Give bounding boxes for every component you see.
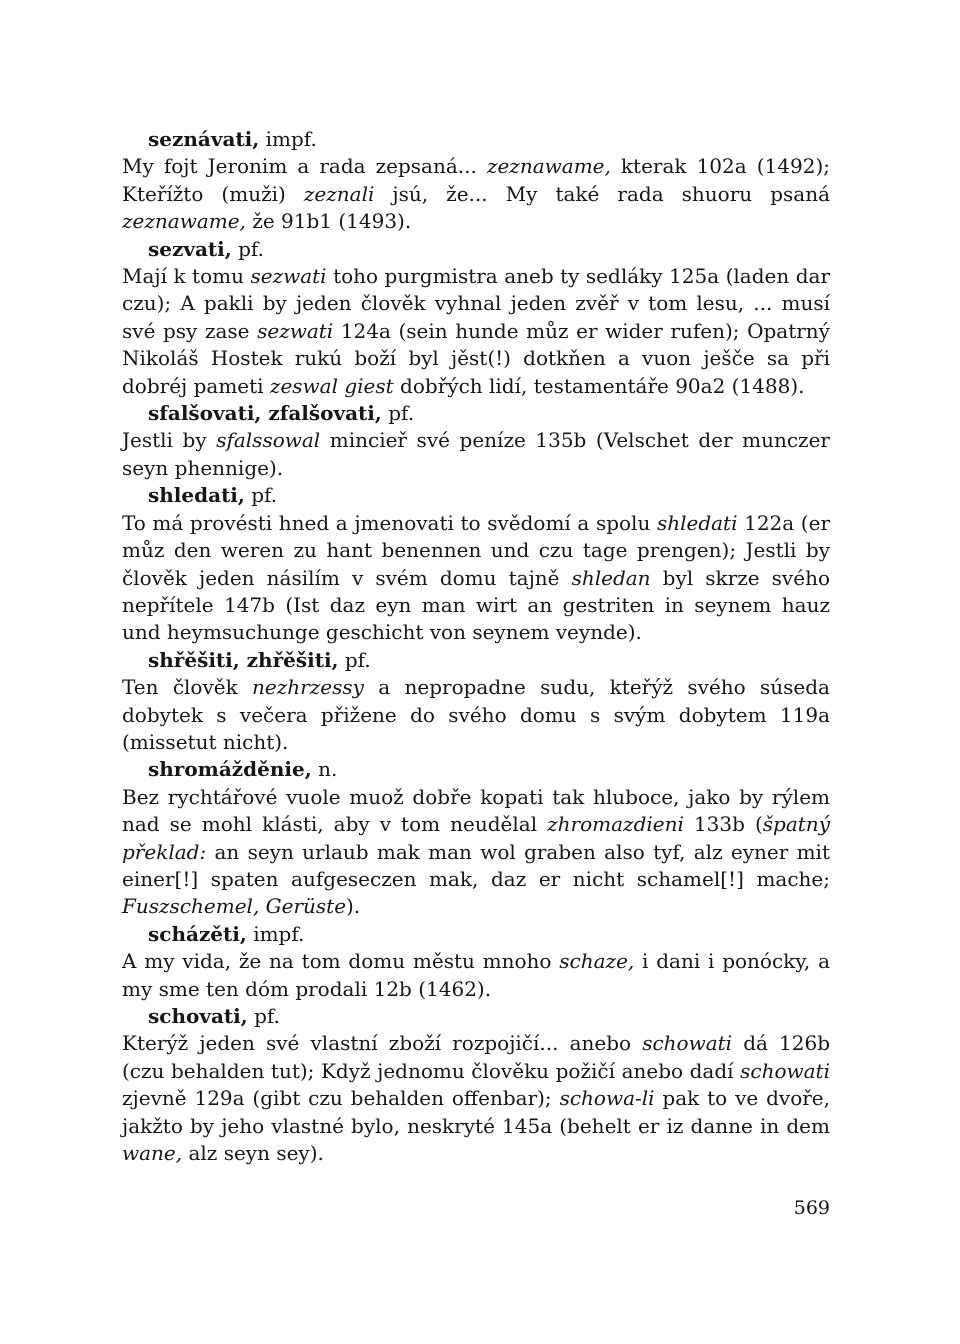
entry-example [122, 153, 830, 235]
text-run: A my vida, že na tom domu městu mnoho [122, 949, 560, 974]
entry-example [122, 948, 830, 1003]
text-run: ). [346, 894, 361, 919]
text-run: 133b ( [683, 812, 763, 837]
entry-headword [122, 756, 830, 783]
text-run: dá 126b (czu behalden tut); Když jednomu člověku požičí anebo dadí [122, 1031, 831, 1083]
text-run: Kterýž jeden své vlastní zboží rozpojičí... anebo [122, 1031, 643, 1056]
text-run: pak to ve dvoře, jakžto by jeho vlastné bylo, neskryté 145a (behelt er iz danne in dem [122, 1086, 831, 1138]
entry-headword [122, 400, 830, 427]
text-run: a nepropadne sudu, kteřýž svého súseda dobytek s večera přižene do svého domu s svým dobytem 119a (missetut nicht). [122, 675, 830, 754]
grammar-label: pf. [344, 647, 371, 672]
text-run: zjevně 129a (gibt czu behalden offenbar); [122, 1086, 560, 1111]
headword: sfalšovati, zfalšovati, [148, 401, 382, 426]
entry-headword [122, 1003, 830, 1030]
text-run: Jestli by [122, 428, 217, 453]
text-run-italic: shledati [656, 510, 738, 535]
text-run: byl skrze svého nepřítele 147b (Ist daz eyn man wirt an gestriten in seynem hauz und heymsuchunge geschicht von seynem veynde). [122, 565, 830, 645]
entry-example [122, 784, 830, 921]
text-run: 124a (sein hunde můz er wider rufen); Opatrný Nikoláš Hostek rukú boží byl jěst(!) dotkňen a vuon ješče sa při dobréj pameti [122, 318, 830, 398]
text-run: 122a (er můz den weren zu hant benennen und czu tage prengen); Jestli by člověk jeden násilím v svém domu tajně [122, 510, 830, 590]
text-run-italic: schowati [642, 1031, 733, 1056]
headword: shromážděnie, [148, 757, 312, 782]
text-run: i dani i ponócky, a my sme ten dóm prodali 12b (1462). [122, 949, 831, 1001]
grammar-label: impf. [253, 921, 305, 946]
entry-example [122, 427, 830, 482]
grammar-label: pf. [238, 236, 264, 261]
entry-headword [122, 236, 830, 263]
text-run: kterak 102a (1492); Kteřížto (muži) [122, 154, 830, 206]
text-run: dobřých lidí, testamentáře 90a2 (1488). [393, 373, 805, 398]
text-run: an seyn urlaub mak man wol graben also tyf, alz eyner mit einer[!] spaten aufgeseczen mak, daz er nicht schamel[!] mache; [122, 839, 830, 891]
headword: scházěti, [148, 921, 247, 946]
dictionary-page [122, 126, 830, 1167]
entry-example [122, 674, 830, 756]
grammar-label: pf. [254, 1004, 280, 1028]
grammar-label: n. [318, 757, 338, 782]
entry-headword [122, 921, 830, 948]
text-run: alz seyn sey). [182, 1141, 324, 1166]
text-run: Mají k tomu [122, 264, 251, 289]
text-run: mincieř své peníze 135b (Velschet der munczer seyn phennige). [122, 428, 830, 480]
text-run-italic: schaze, [559, 949, 635, 974]
page-number: 569 [793, 1197, 830, 1219]
text-run-italic: nezhrzessy [252, 675, 364, 700]
headword: shledati, [148, 483, 245, 508]
text-run: Ten člověk [122, 675, 253, 700]
text-run-italic: zeznawame, [122, 209, 246, 234]
entry-example [122, 263, 830, 400]
entry-example [122, 510, 830, 647]
text-run-italic: sezwati [257, 318, 334, 343]
text-run-italic: zeznali [303, 181, 375, 206]
headword: schovati, [148, 1004, 248, 1028]
text-run-italic: špatný překlad: [122, 812, 830, 864]
grammar-label: impf. [265, 127, 317, 151]
text-run-italic: zeswal giest [269, 373, 394, 398]
text-run: toho purgmistra aneb ty sedláky 125a (laden dar czu); A pakli by jeden člověk vyhnal jeden zvěř v tom lesu, ... musí své psy zase [122, 264, 831, 343]
text-run-italic: zeznawame, [486, 154, 611, 179]
text-run-italic: Fuszschemel, Gerüste [122, 894, 347, 919]
text-run-italic: schowati [740, 1058, 830, 1083]
headword: sezvati, [148, 236, 232, 261]
grammar-label: pf. [251, 483, 278, 508]
text-run-italic: wane, [122, 1141, 183, 1166]
grammar-label: pf. [388, 401, 415, 426]
text-run: My fojt Jeronim a rada zepsaná... [122, 154, 487, 179]
text-run-italic: sfalssowal [216, 428, 321, 453]
text-run-italic: sezwati [250, 264, 327, 289]
text-run: Bez rychtářové vuole muož dobře kopati tak hluboce, jako by rýlem nad se mohl klásti, aby v tom neudělal [122, 784, 830, 837]
text-run-italic: shledan [571, 565, 651, 590]
text-run-italic: zhromazdieni [547, 812, 684, 837]
text-run: že 91b1 (1493). [245, 209, 412, 234]
headword: seznávati, [148, 127, 260, 151]
headword: shřěšiti, zhřěšiti, [148, 647, 339, 672]
entry-headword [122, 482, 830, 509]
entry-example [122, 1030, 830, 1167]
text-run: jsú, že... My také rada shuoru psaná [374, 181, 830, 206]
text-run-italic: schowa-li [559, 1086, 655, 1111]
entry-headword [122, 647, 830, 674]
entry-headword [122, 126, 830, 153]
text-run: To má provésti hned a jmenovati to svědomí a spolu [122, 510, 657, 535]
